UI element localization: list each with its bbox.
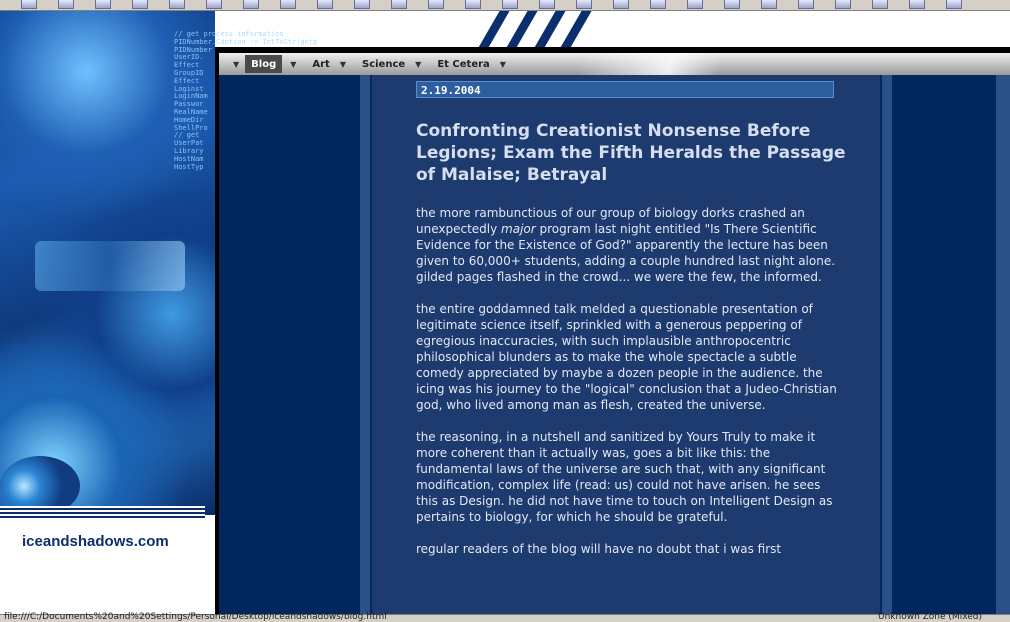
toolbar-button-icon[interactable] — [761, 0, 777, 9]
chevron-down-icon[interactable]: ▼ — [499, 59, 506, 69]
paragraph-text: the more rambunctious of our group of biology dorks crashed an unexpectedly — [416, 206, 805, 236]
column-divider — [360, 75, 370, 614]
nav-item-label: Science — [362, 58, 406, 70]
toolbar-button-icon[interactable] — [132, 0, 148, 9]
site-name[interactable]: iceandshadows.com — [22, 533, 169, 550]
toolbar-button-icon[interactable] — [391, 0, 407, 9]
chevron-down-icon[interactable]: ▼ — [415, 59, 422, 69]
toolbar-button-icon[interactable] — [206, 0, 222, 9]
toolbar-button-icon[interactable] — [354, 0, 370, 9]
decorative-stripes-top — [478, 11, 598, 47]
nav-gloss — [580, 53, 780, 75]
browser-toolbar — [0, 0, 1010, 11]
toolbar-button-icon[interactable] — [317, 0, 333, 9]
toolbar-button-icon[interactable] — [613, 0, 629, 9]
toolbar-button-icon[interactable] — [835, 0, 851, 9]
status-zone: Unknown Zone (Mixed) — [878, 612, 983, 622]
toolbar-button-icon[interactable] — [687, 0, 703, 9]
post-date: 2.19.2004 — [416, 81, 834, 98]
toolbar-button-icon[interactable] — [724, 0, 740, 9]
post-title: Confronting Creationist Nonsense Before Legions; Exam the Fifth Heralds the Passage of Malaise; Betrayal — [416, 121, 846, 185]
chevron-down-icon[interactable]: ▼ — [233, 59, 240, 69]
nav-item-blog[interactable] — [245, 55, 282, 73]
chevron-down-icon[interactable]: ▼ — [290, 59, 297, 69]
stripe — [504, 11, 537, 51]
post-paragraph: regular readers of the blog will have no doubt that i was first — [416, 542, 782, 556]
toolbar-button-icon[interactable] — [58, 0, 74, 9]
toolbar-button-icon[interactable] — [650, 0, 666, 9]
toolbar-button-icon[interactable] — [465, 0, 481, 9]
toolbar-button-icon[interactable] — [909, 0, 925, 9]
artwork-face-band — [35, 241, 185, 291]
toolbar-button-icon[interactable] — [946, 0, 962, 9]
post-paragraph — [416, 205, 844, 285]
toolbar-button-icon[interactable] — [798, 0, 814, 9]
nav-item-label: Art — [312, 58, 330, 70]
column-divider — [996, 75, 1010, 614]
stripe — [476, 11, 509, 51]
toolbar-button-icon[interactable] — [428, 0, 444, 9]
nav-item-science[interactable] — [356, 55, 411, 73]
nav-item-art[interactable] — [306, 55, 335, 73]
nav-item-et-cetera[interactable] — [431, 55, 495, 73]
post-paragraph: the entire goddamned talk melded a questionable presentation of legitimate science itself, sprinkled with a generous peppering of egregious inaccuracies, with such implausible anthropocentric philosophical blunders as to make the whole spectacle a subtle comedy appreciated by maybe a dozen people in the audience. the icing was his journey to the "logical" conclusion that a Judeo-Christian god, who lived among man as flesh, created the universe. — [416, 302, 837, 412]
artwork-code-overlay: // get process information PIDNumber.Caption := IntToStr(getp PIDNumber UserID. Effect GroupID Effect Loginst LoginNam Passwor RealName HomeDir ShellPro // get UserPat Library HostNam HostTyp — [174, 30, 318, 171]
toolbar-button-icon[interactable] — [502, 0, 518, 9]
status-url: file:///C:/Documents%20and%20Settings/Personal/Desktop/iceandshadows/blog.html — [4, 612, 387, 622]
decorative-stripes — [0, 506, 205, 520]
toolbar-button-icon[interactable] — [243, 0, 259, 9]
toolbar-button-icon[interactable] — [95, 0, 111, 9]
nav-item-label: Et Cetera — [437, 58, 490, 70]
stripe — [558, 11, 591, 51]
toolbar-button-icon[interactable] — [21, 0, 37, 9]
toolbar-button-icon[interactable] — [169, 0, 185, 9]
emphasis-text: major — [501, 222, 536, 236]
toolbar-button-icon[interactable] — [539, 0, 555, 9]
left-column — [227, 75, 360, 614]
post-body — [416, 205, 844, 573]
nav-item-label: Blog — [251, 58, 277, 70]
toolbar-button-icon[interactable] — [872, 0, 888, 9]
column-divider — [882, 75, 892, 614]
paragraph-text: program last night entitled "Is There Scientific Evidence for the Existence of God?" apparently the lecture has been given to 60,000+ students, adding a couple hundred last night alone. gilded pages flashed in the crowd... we were the few, the informed. — [416, 222, 836, 284]
post-paragraph: the reasoning, in a nutshell and sanitized by Yours Truly to make it more coherent than it actually was, goes a bit like this: the fundamental laws of the universe are such that, with any significant modification, complex life (read: us) could not have arisen. he sees this as Design. he did not have time to touch on Intelligent Design as pertains to biology, for which he should be grateful. — [416, 430, 833, 524]
status-bar — [0, 614, 1010, 622]
chevron-down-icon[interactable]: ▼ — [339, 59, 346, 69]
toolbar-button-icon[interactable] — [280, 0, 296, 9]
toolbar-button-icon[interactable] — [576, 0, 592, 9]
